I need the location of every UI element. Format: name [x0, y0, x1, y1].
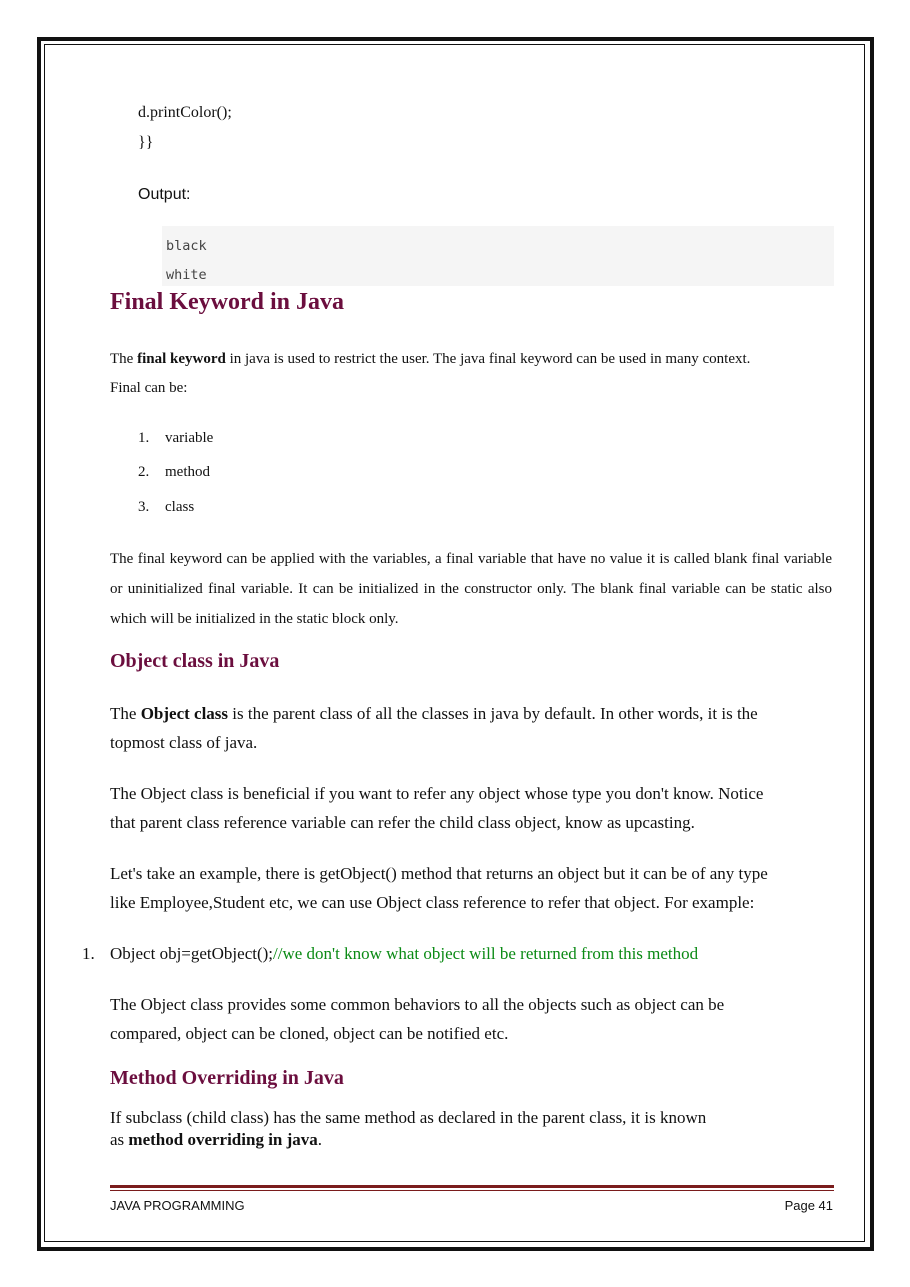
heading-method-overriding: Method Overriding in Java — [110, 1067, 344, 1089]
object-p1-line1: The Object class is the parent class of all the classes in java by default. In other words, it is the — [110, 704, 758, 723]
object-p3-line1: Let's take an example, there is getObject() method that returns an object but it can be of any type — [110, 864, 768, 883]
heading-final-keyword: Final Keyword in Java — [110, 289, 345, 315]
object-p3-line2: like Employee,Student etc, we can use Object class reference to refer that object. For example: — [110, 893, 755, 912]
output-line-1: black — [166, 238, 207, 254]
override-line1: If subclass (child class) has the same method as declared in the parent class, it is known — [110, 1108, 707, 1127]
output-box — [162, 226, 834, 286]
code-comment: //we don't know what object will be returned from this method — [273, 944, 699, 963]
code-line-print-color: d.printColor(); — [138, 104, 232, 121]
code-line-number: 1. — [82, 944, 95, 963]
object-code-example — [82, 939, 699, 968]
object-p2-line2: that parent class reference variable can refer the child class object, know as upcasting. — [110, 813, 695, 832]
object-p2-line1: The Object class is beneficial if you want to refer any object whose type you don't know. Notice — [110, 784, 764, 803]
footer-title: JAVA PROGRAMMING — [110, 1198, 245, 1213]
list-item-method: 2. method — [138, 464, 210, 480]
object-p1-line2: topmost class of java. — [110, 733, 258, 752]
footer-page-number: Page 41 — [784, 1198, 833, 1213]
object-p4-line1: The Object class provides some common behaviors to all the objects such as object can be — [110, 995, 725, 1014]
footer-rule-thick — [110, 1185, 834, 1188]
code-line-closing-braces: }} — [138, 134, 154, 151]
code-statement: Object obj=getObject(); — [110, 944, 274, 963]
heading-object-class: Object class in Java — [110, 650, 280, 672]
final-description-paragraph: The final keyword can be applied with the variables, a final variable that have no value it is called blank final variable or uninitialized final variable. It can be initialized in the constructor only. The blank final variable can be static also which will be initialized in the static block only. — [110, 551, 832, 627]
list-item-class: 3. class — [138, 499, 195, 515]
list-item-variable: 1. variable — [138, 430, 214, 446]
override-line2: as method overriding in java. — [110, 1130, 323, 1149]
output-label: Output: — [138, 186, 191, 203]
footer-rule-thin — [110, 1190, 834, 1191]
final-intro-line1: The final keyword in java is used to restrict the user. The java final keyword can be used in many context. — [110, 351, 751, 367]
output-line-2: white — [166, 267, 207, 283]
page-border-inner — [44, 44, 865, 1242]
final-intro-line2: Final can be: — [110, 380, 188, 396]
object-p4-line2: compared, object can be cloned, object can be notified etc. — [110, 1024, 509, 1043]
